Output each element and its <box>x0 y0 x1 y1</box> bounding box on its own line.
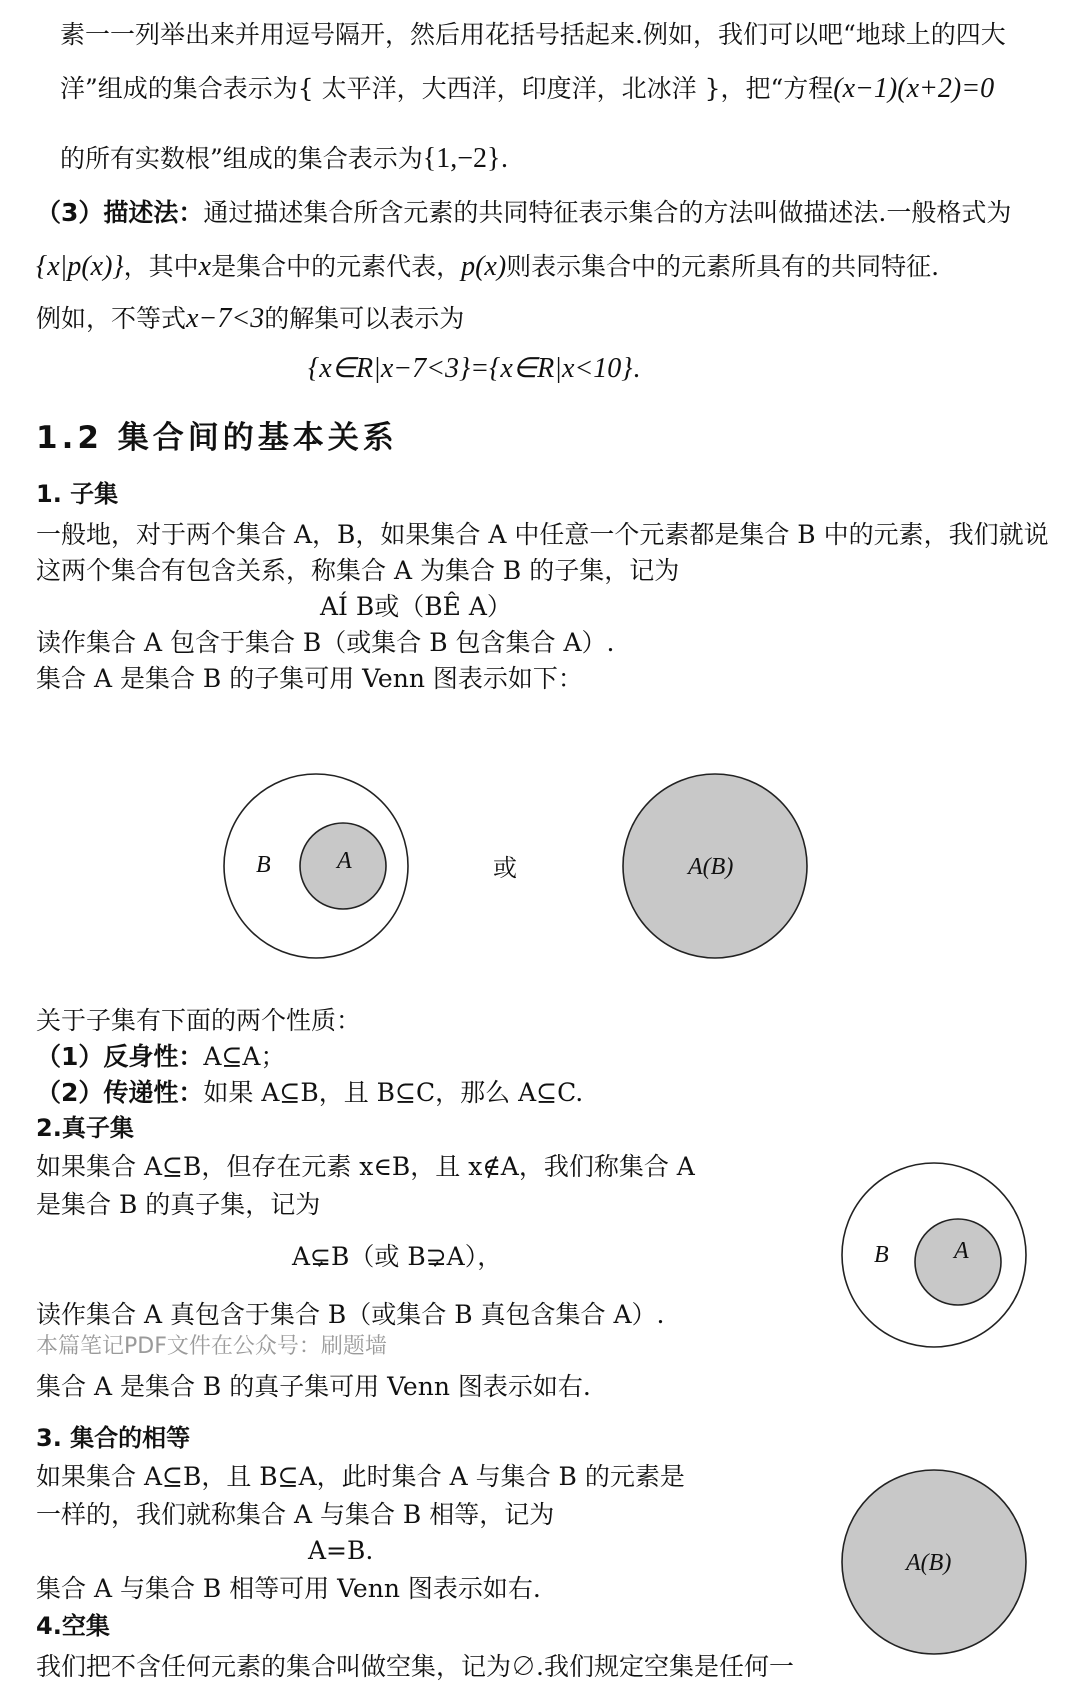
equal-p1: 如果集合 A⊆B，且 B⊆A，此时集合 A 与集合 B 的元素是 <box>36 1462 685 1491</box>
venn-or-label: 或 <box>493 854 517 882</box>
intro-line-3: 的所有实数根”组成的集合表示为{1,−2}. <box>60 143 509 174</box>
proper-subset-venn <box>842 1163 1026 1347</box>
equality-venn-label: A(B) <box>906 1550 952 1576</box>
proper-venn-intro: 集合 A 是集合 B 的真子集可用 Venn 图表示如右. <box>36 1372 591 1401</box>
section-title: 1.2 集合间的基本关系 <box>36 420 398 456</box>
proper-p1: 如果集合 A⊆B，但存在元素 x∈B，且 x∉A，我们称集合 A <box>36 1152 695 1181</box>
subset-heading: 1. 子集 <box>36 480 119 508</box>
equal-notation: A=B. <box>308 1536 374 1565</box>
subset-prop-1: （1）反身性：A⊆A； <box>36 1042 286 1071</box>
venn-label-b: B <box>256 852 271 878</box>
subset-notation: AÍ B或（BÊ A） <box>320 592 512 621</box>
proper-read: 读作集合 A 真包含于集合 B（或集合 B 真包含集合 A）. <box>36 1300 665 1329</box>
describe-label: （3）描述法： <box>36 198 204 227</box>
watermark: 本篇笔记PDF文件在公众号：刷题墙 <box>36 1334 387 1359</box>
intro-line-2: 洋”组成的集合表示为{ 太平洋，大西洋，印度洋，北冰洋 }，把“方程(x−1)(x+2)=0 <box>60 73 995 104</box>
venn-label-a: A <box>337 848 352 874</box>
empty-p1: 我们把不含任何元素的集合叫做空集，记为∅.我们规定空集是任何一 <box>36 1652 794 1681</box>
subset-venn-intro: 集合 A 是集合 B 的子集可用 Venn 图表示如下： <box>36 664 583 693</box>
intro-line-1: 素一一列举出来并用逗号隔开，然后用花括号括起来.例如，我们可以吧“地球上的四大 <box>60 20 1006 49</box>
equality-venn <box>842 1470 1026 1654</box>
proper-p2: 是集合 B 的真子集，记为 <box>36 1190 321 1219</box>
subset-p2: 这两个集合有包含关系，称集合 A 为集合 B 的子集，记为 <box>36 556 680 585</box>
describe-line-3: 例如，不等式x−7<3的解集可以表示为 <box>36 303 465 334</box>
proper-heading: 2.真子集 <box>36 1114 134 1142</box>
subset-read: 读作集合 A 包含于集合 B（或集合 B 包含集合 A）. <box>36 628 615 657</box>
proper-venn-label-a: A <box>954 1238 969 1264</box>
subset-venn <box>224 774 408 958</box>
equal-venn-intro: 集合 A 与集合 B 相等可用 Venn 图表示如右. <box>36 1574 541 1603</box>
equal-p2: 一样的，我们就称集合 A 与集合 B 相等，记为 <box>36 1500 555 1529</box>
proper-notation: A⊊B（或 B⊋A）， <box>292 1242 503 1271</box>
proper-venn-label-b: B <box>874 1242 889 1268</box>
venn-label-ab: A(B) <box>688 854 734 880</box>
empty-heading: 4.空集 <box>36 1612 110 1640</box>
subset-props-intro: 关于子集有下面的两个性质： <box>36 1006 362 1035</box>
subset-prop-2: （2）传递性：如果 A⊆B，且 B⊆C，那么 A⊆C. <box>36 1078 584 1107</box>
describe-line-2: {x|p(x)}，其中x是集合中的元素代表，p(x)则表示集合中的元素所具有的共同特征. <box>36 251 940 282</box>
describe-line-1: （3）描述法：通过描述集合所含元素的共同特征表示集合的方法叫做描述法.一般格式为 <box>36 198 1012 227</box>
describe-formula: {x∈R|x−7<3}={x∈R|x<10}. <box>308 353 641 384</box>
subset-p1: 一般地，对于两个集合 A，B，如果集合 A 中任意一个元素都是集合 B 中的元素，我们就说 <box>36 520 1049 549</box>
equal-heading: 3. 集合的相等 <box>36 1424 191 1452</box>
equal-set-venn <box>623 774 807 958</box>
